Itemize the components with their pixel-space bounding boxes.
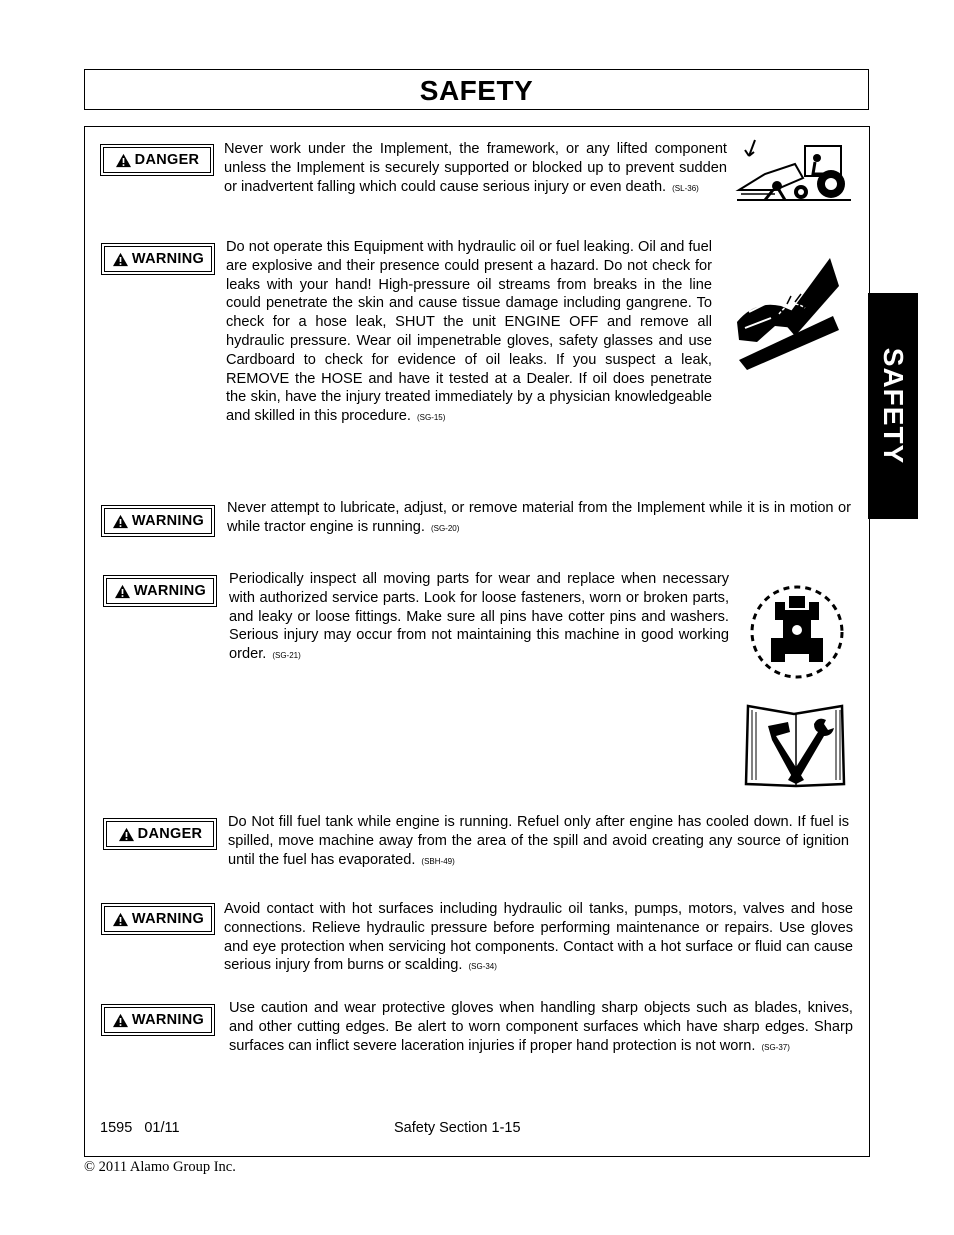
message-text: Never attempt to lubricate, adjust, or remove material from the Implement while it is in motion or while tractor engine is running. xyxy=(227,500,851,535)
warning-badge xyxy=(101,505,215,537)
warning-badge xyxy=(101,903,215,935)
safety-message xyxy=(224,140,727,198)
footer-doc-number: 1595 01/11 xyxy=(100,1120,180,1136)
alert-triangle-icon xyxy=(115,153,132,168)
message-code: (SG-34) xyxy=(468,962,497,972)
page-title: SAFETY xyxy=(419,75,534,106)
warning-badge xyxy=(101,1004,215,1036)
message-text: Avoid contact with hot surfaces including hydraulic oil tanks, pumps, motors, valves and hose connections. Relieve hydraulic pressure before performing maintenance or repairs. Use gloves and eye protection when servicing hot components. Contact with a hot surface or fluid can cause serious injury from burns or scalding. xyxy=(224,901,853,974)
manual-tools-icon xyxy=(744,700,848,788)
message-text: Never work under the Implement, the framework, or any lifted component unless the Implement is securely supported or blocked up to prevent sudden or inadvertent falling which could cause serious injury or even death. xyxy=(224,141,727,195)
warning-badge xyxy=(101,243,215,275)
alert-triangle-icon xyxy=(114,584,131,599)
footer-page-label: Safety Section 1-15 xyxy=(394,1120,521,1136)
section-tab-label: SAFETY xyxy=(878,347,909,465)
tractor-inspection-icon xyxy=(745,582,849,682)
safety-message xyxy=(224,900,853,977)
alert-triangle-icon xyxy=(112,252,129,267)
message-text: Use caution and wear protective gloves when handling sharp objects such as blades, knives, and other cutting edges. Be alert to worn component surfaces which have sharp edges. Sharp surfaces can inflict severe laceration injuries if proper hand protection is not worn. xyxy=(229,1000,853,1054)
badge-label: WARNING xyxy=(131,251,205,267)
badge-label: WARNING xyxy=(131,513,205,529)
alert-triangle-icon xyxy=(112,514,129,529)
message-text: Do not operate this Equipment with hydraulic oil or fuel leaking. Oil and fuel are explosive and their presence could present a hazard. Do not check for leaks with your hand! High-pressure oil streams from breaks in the line could penetrate the skin and cause tissue damage including gangrene. To check for a hose leak, SHUT the unit ENGINE OFF and remove all hydraulic pressure. Wear oil impenetrable gloves, safety glasses and use Cardboard to check for evidence of oil leaks. If you suspect a leak, REMOVE the HOSE and have it tested at a Dealer. If oil does penetrate the skin, have the injury treated immediately by a physician knowledgeable and skilled in this procedure. xyxy=(226,239,712,425)
message-text: Periodically inspect all moving parts for wear and replace when necessary with authorized service parts. Look for loose fasteners, worn or broken parts, and leaky or loose fittings. Make sure all pins have cotter pins and washers. Serious injury may occur from not maintaining this machine in good working order. xyxy=(229,571,729,663)
safety-message xyxy=(228,813,849,871)
alert-triangle-icon xyxy=(118,827,135,842)
badge-label: DANGER xyxy=(134,152,200,168)
badge-label: WARNING xyxy=(131,911,205,927)
message-code: (SG-37) xyxy=(761,1042,790,1052)
hydraulic-leak-hand-icon xyxy=(735,256,843,372)
message-code: (SG-15) xyxy=(416,413,446,423)
safety-message xyxy=(227,499,851,539)
section-tab xyxy=(868,293,918,519)
alert-triangle-icon xyxy=(112,1013,129,1028)
page-header xyxy=(84,69,869,110)
message-code: (SBH-49) xyxy=(421,856,455,866)
badge-label: WARNING xyxy=(133,583,207,599)
danger-badge xyxy=(100,144,214,176)
alert-triangle-icon xyxy=(112,912,129,927)
badge-label: WARNING xyxy=(131,1012,205,1028)
message-text: Do Not fill fuel tank while engine is running. Refuel only after engine has cooled down. If fuel is spilled, move machine away from the area of the spill and avoid creating any source of ignition until the fuel has evaporated. xyxy=(228,814,849,868)
safety-message xyxy=(229,999,853,1057)
message-code: (SG-20) xyxy=(430,523,460,533)
message-code: (SG-21) xyxy=(272,651,301,661)
copyright-notice: © 2011 Alamo Group Inc. xyxy=(84,1159,236,1175)
danger-badge xyxy=(103,818,217,850)
tractor-loader-crush-icon xyxy=(735,138,853,204)
message-code: (SL-36) xyxy=(672,183,699,193)
safety-message xyxy=(229,570,729,666)
badge-label: DANGER xyxy=(137,826,203,842)
warning-badge xyxy=(103,575,217,607)
safety-message xyxy=(226,238,712,428)
